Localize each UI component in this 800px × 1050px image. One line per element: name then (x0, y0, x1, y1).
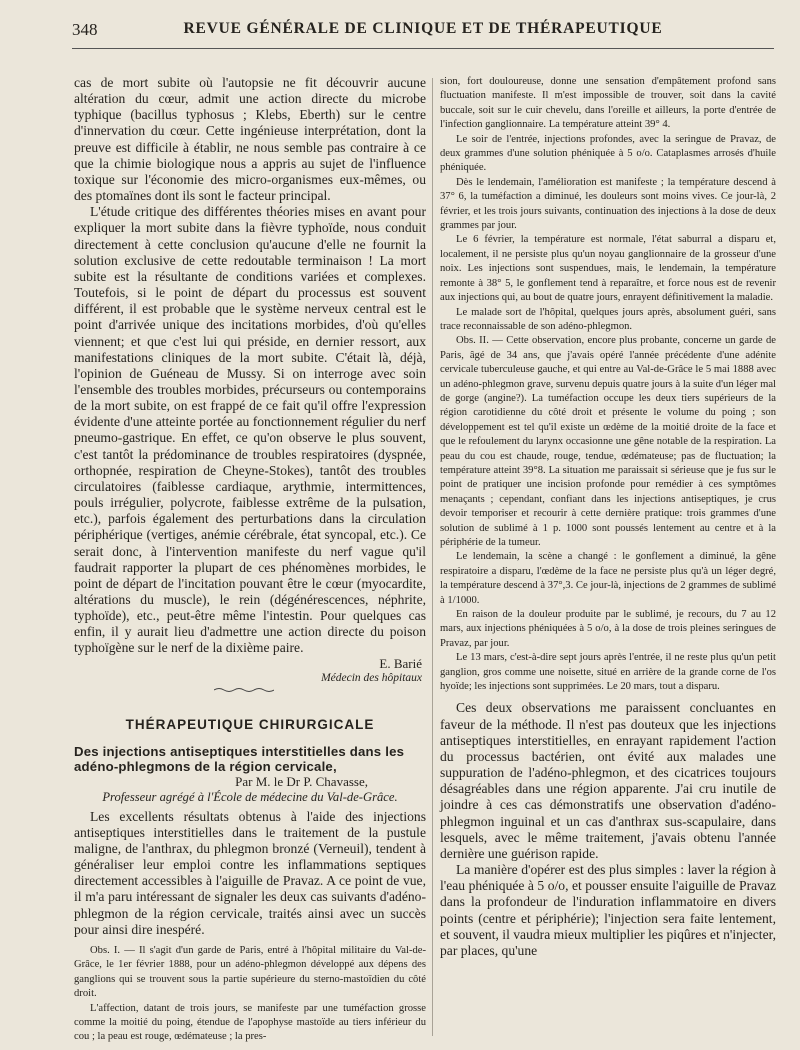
column-divider (432, 78, 433, 1036)
observation-paragraph: En raison de la douleur produite par le sublimé, je recours, du 7 au 12 mars, aux injections phéniquées à 5 o/o, à la dose de trois pleines seringues de Pravaz, par jour. (440, 609, 776, 649)
observation-paragraph: L'affection, datant de trois jours, se manifeste par une tuméfaction grosse comme la moitié du poing, étendue de l'apophyse mastoïde au tiers inférieur du cou ; la peau est rouge, œdémateuse ; la pres- (74, 1002, 426, 1043)
observation-paragraph: Le 13 mars, c'est-à-dire sept jours après l'entrée, il ne reste plus qu'un petit ganglion, gros comme une noisette, situé en arrière de la grande corne de l'os hyoïde; les injections sont supprimées. Le 20 mars, tout a disparu. (440, 652, 776, 693)
observation-paragraph: Le 6 février, la température est normale, l'état saburral a disparu et, localement, il ne persiste plus qu'un noyau ganglionnaire de la grosseur d'une noix. Les injections sont suspendues, mais, le lendemain, la température remonte à 38° 5, le gonflement tend à reparaître, et force nous est de revenir aux injections qui, au bout de quatre jours, enrayent définitivement la maladie. (440, 234, 776, 304)
section-heading: THÉRAPEUTIQUE CHIRURGICALE (125, 716, 375, 732)
right-column (440, 75, 776, 959)
observation-paragraph: Le lendemain, la scène a changé : le gonflement a diminué, la gêne respiratoire a disparu, l'œdème de la face ne persiste plus qu'à un léger degré, la température descend à 37°,3. Ce jour-là, injections de 2 grammes de sublimé à 1/1000. (440, 551, 776, 606)
running-title: REVUE GÉNÉRALE DE CLINIQUE ET DE THÉRAPEUTIQUE (183, 20, 663, 37)
signature-name: E. Barié (379, 655, 422, 671)
observation-paragraph: Obs. I. — Il s'agit d'un garde de Paris, entré à l'hôpital militaire du Val-de-Grâce, le 1er février 1888, pour un adéno-phlegmon développé aux dépens des ganglions qui se trouvent sous la partie supérieure du sterno-mastoïdien du côté droit. (74, 944, 426, 1000)
observation-paragraph: Obs. II. — Cette observation, encore plus probante, concerne un garde de Paris, âgé de 34 ans, que j'avais opéré l'année précédente d'une adénite cervicale tuberculeuse gauche, et qui entre au Val-de-Grâce le 5 mai 1888 avec un adéno-phlegmon grave, survenu depuis quatre jours à la suite d'un léger mal de gorge (angine?). La tuméfaction occupe les deux tiers supérieurs de la région carotidienne du côté droit et présente le volume du poing ; son développement est tel qu'il existe un œdème de la moitié droite de la face et que le refoulement du larynx occasionne une gêne notable de la respiration. La peau du cou est chaude, rouge, tendue, œdémateuse; pas de fluctuation; la température atteint 39°8. La situation me paraissait si sérieuse que je fus sur le point de pratiquer une incision profonde pour remédier à ces symptômes menaçants ; cependant, confiant dans les injections antiseptiques, je crus devoir temporiser et recourir à cette dernière pratique: trois grammes d'une solution de sublimé à 1 p. 1000 sont poussés lentement au centre et à la périphérie de la tumeur. (440, 335, 776, 548)
observation-paragraph: Dès le lendemain, l'amélioration est manifeste ; la température descend à 37° 6, la tuméfaction a diminué, les douleurs sont moins vives. Ce jour-là, 2 février, et les trois jours suivants, continuation des injections à la dose de deux grammes par jour. (440, 176, 776, 232)
body-paragraph: Ces deux observations me paraissent concluantes en faveur de la méthode. Il n'est pas douteux que les injections antiseptiques interstitielles, en enrayant rapidement l'action du processus bactérien, ont évité aux malades une suppuration de l'adéno-phlegmon, et des cicatrices toujours désagréables dans une région apparente. J'ai cru inutile de joindre à ces cas démonstratifs une observation d'adéno-phlegmon inguinal et un cas d'anthrax sus-scapulaire, dans lesquels, avec le même traitement, j'avais obtenu l'année dernière une guérison rapide. (440, 700, 776, 861)
observation-paragraph: Le malade sort de l'hôpital, quelques jours après, absolument guéri, sans trace reconnaissable de son adéno-phlegmon. (440, 306, 776, 332)
observation-paragraph: sion, fort douloureuse, donne une sensation d'empâtement profond sans fluctuation manifeste. Il m'est impossible de trouver, soit dans la cavité buccale, soit sur le cuir chevelu, dans l'oreille et ailleurs, la porte d'entrée de l'infection ganglionnaire. La température atteint 39° 4. (440, 76, 776, 131)
body-paragraph: La manière d'opérer est des plus simples : laver la région à l'eau phéniquée à 5 o/o, et pousser ensuite l'aiguille de Pravaz dans la profondeur de l'induration inflammatoire en divers points (centre et périphérie); l'injection sera faite lentement, et souvent, il vaudra mieux multiplier les piqûres et n'injecter, par places, qu'une (440, 862, 776, 958)
author-affiliation: Professeur agrégé à l'École de médecine du Val-de-Grâce. (102, 789, 398, 804)
body-paragraph: cas de mort subite où l'autopsie ne fit découvrir aucune altération du cœur, admit une action directe du microbe typhique (bacillus typhosus ; Klebs, Eberth) sur le centre d'innervation du cœur. Cette ingénieuse interprétation, dont la preuve est difficile à établir, ne nous semble pas contraire à ce que la chimie biologique nous a appris au sujet de l'influence toxique sur l'économie des micro-organismes eux-mêmes, ou des ptomaïnes dont ils sont le facteur principal. (74, 75, 426, 204)
body-paragraph: L'étude critique des différentes théories mises en avant pour expliquer la mort subite dans la fièvre typhoïde, nous conduit directement à cette conclusion qu'aucune d'elle ne fournit la solution exclusive de cette redoutable terminaison ! La mort subite est la résultante de conditions variées et complexes. Toutefois, si le point de départ du processus est souvent différent, il est probable que le système nerveux central est le point d'arrivée unique des incitations morbides, d'où qu'elles viennent; et que c'est lui qui préside, en dernier ressort, aux manifestations cliniques de la mort subite. C'était là, déjà, l'opinion de Guéneau de Mussy. Si on interroge avec soin l'ensemble des troubles morbides, précurseurs ou contemporains de la mort subite, on est frappé de ce fait qu'il offre l'expression évidente d'une atteinte portée au fonctionnement régulier du nerf pneumo-gastrique. En effet, ce qu'on observe le plus souvent, c'est tantôt la prédominance de troubles respiratoires (dyspnée, orthopnée, respiration de Cheyne-Stokes), tantôt des troubles circulatoires (faiblesse cardiaque, arythmie, intermittences, pouls irrégulier, polycrote, faiblesse extrême de la pulsation, etc.), parfois également des perturbations dans la circulation périphérique (vertiges, anémie cérébrale, état syncopal, etc.). Ce serait donc, à l'intervention manifeste du nerf vague qu'il faudrait rapporter la plupart de ces phénomènes morbides, le point de départ de l'incitation pouvant être le cœur (myocardite, altérations du muscle), le rein (dégénérescences, néphrite, typhoïde), etc., peut-être même l'intestin. Pour quelques cas enfin, il y aurait lieu d'admettre une action directe du poison typhoïgène sur le nerf de la dixième paire. (74, 204, 426, 656)
header-rule (72, 48, 774, 49)
page-number: 348 (72, 20, 98, 39)
left-column (74, 75, 426, 1045)
observation-paragraph: Le soir de l'entrée, injections profondes, avec la seringue de Pravaz, de deux grammes d'une solution phéniquée à 5 o/o. Cataplasmes arrosés d'huile phéniquée. (440, 133, 776, 174)
author-line: Par M. le Dr P. Chavasse, (235, 773, 368, 789)
article-title: Des injections antiseptiques interstitielles dans les adéno-phlegmons de la région cervicale, (74, 743, 405, 774)
body-paragraph: Les excellents résultats obtenus à l'aide des injections antiseptiques interstitielles dans le traitement de la pustule maligne, de l'anthrax, du phlegmon bronzé (Verneuil), tendent à généraliser leur emploi contre les inflammations septiques directement accessibles à l'aiguille de Pravaz. A ce point de vue, il m'a paru intéressant de signaler les deux cas suivants d'adéno-phlegmon de la région cervicale, traités ainsi avec un succès pour ainsi dire inespéré. (74, 808, 426, 937)
signature-block (74, 657, 426, 685)
flourish-rule (214, 687, 274, 693)
page-header (72, 20, 774, 46)
signature-role: Médecin des hôpitaux (321, 671, 422, 684)
